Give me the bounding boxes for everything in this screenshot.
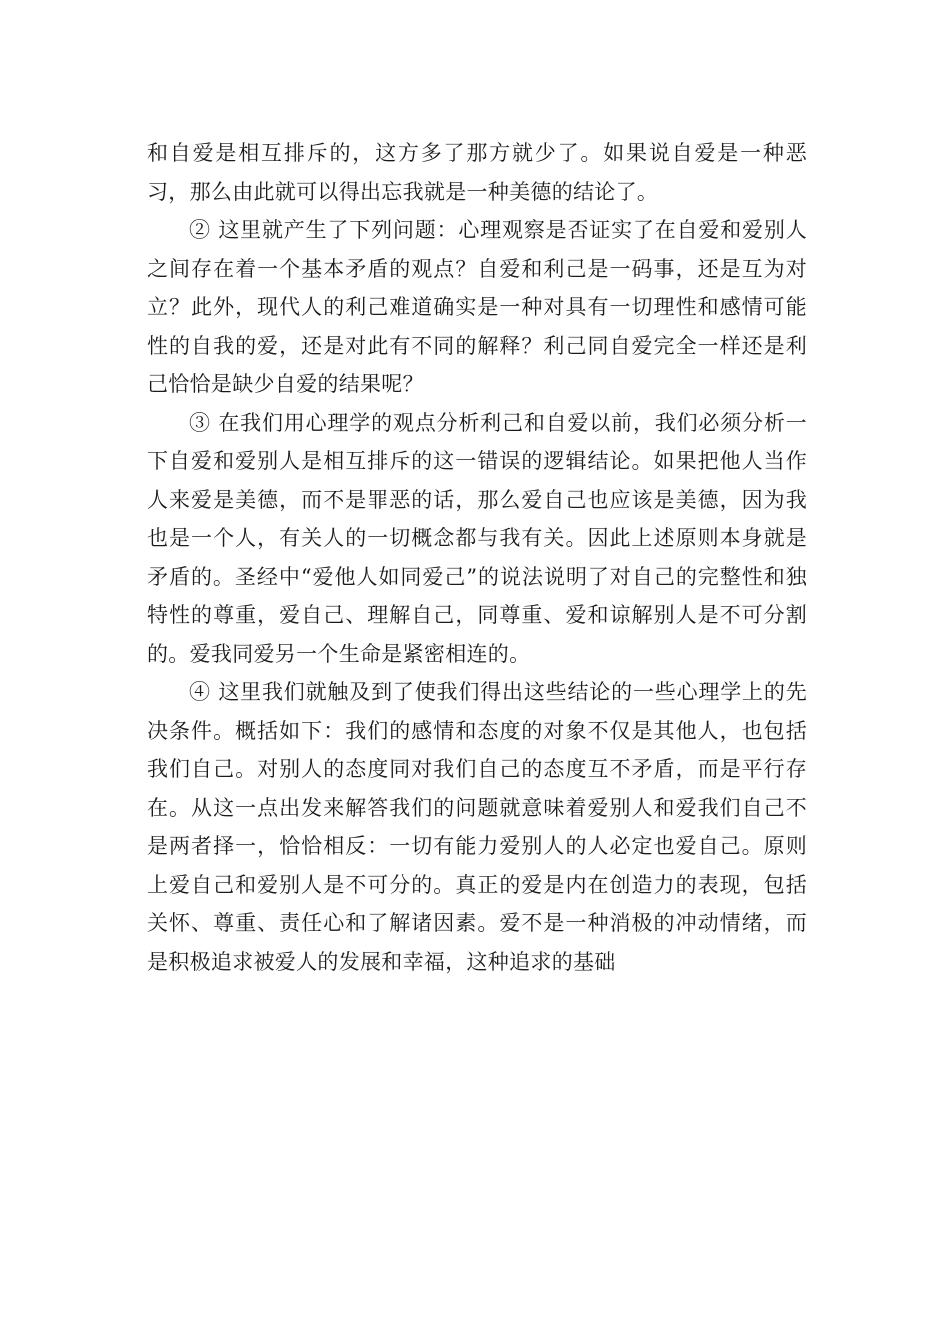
paragraph-3: ③ 在我们用心理学的观点分析利己和自爱以前，我们必须分析一下自爱和爱别人是相互排斥的这一错误的逻辑结论。如果把他人当作人来爱是美德，而不是罪恶的话，那么爱自己也应该是美德，因为我也是一个人，有关人的一切概念都与我有关。因此上述原则本身就是矛盾的。圣经中“爱他人如同爱己”的说法说明了对自己的完整性和独特性的尊重，爱自己、理解自己，同尊重、爱和谅解别人是不可分割的。爱我同爱另一个生命是紧密相连的。 <box>147 410 807 666</box>
paragraph-continuation: 和自爱是相互排斥的，这方多了那方就少了。如果说自爱是一种恶习，那么由此就可以得出忘我就是一种美德的结论了。 <box>147 141 807 204</box>
document-page <box>147 134 807 981</box>
paragraph-2: ② 这里就产生了下列问题：心理观察是否证实了在自爱和爱别人之间存在着一个基本矛盾的观点？自爱和利己是一码事，还是互为对立？此外，现代人的利己难道确实是一种对具有一切理性和感情可能性的自我的爱，还是对此有不同的解释？利己同自爱完全一样还是利己恰恰是缺少自爱的结果呢？ <box>147 218 807 396</box>
paragraph-4: ④ 这里我们就触及到了使我们得出这些结论的一些心理学上的先决条件。概括如下：我们的感情和态度的对象不仅是其他人，也包括我们自己。对别人的态度同对我们自己的态度互不矛盾，而是平行存在。从这一点出发来解答我们的问题就意味着爱别人和爱我们自己不是两者择一，恰恰相反：一切有能力爱别人的人必定也爱自己。原则上爱自己和爱别人是不可分的。真正的爱是内在创造力的表现，包括关怀、尊重、责任心和了解诸因素。爱不是一种消极的冲动情绪，而是积极追求被爱人的发展和幸福，这种追求的基础 <box>147 680 807 974</box>
